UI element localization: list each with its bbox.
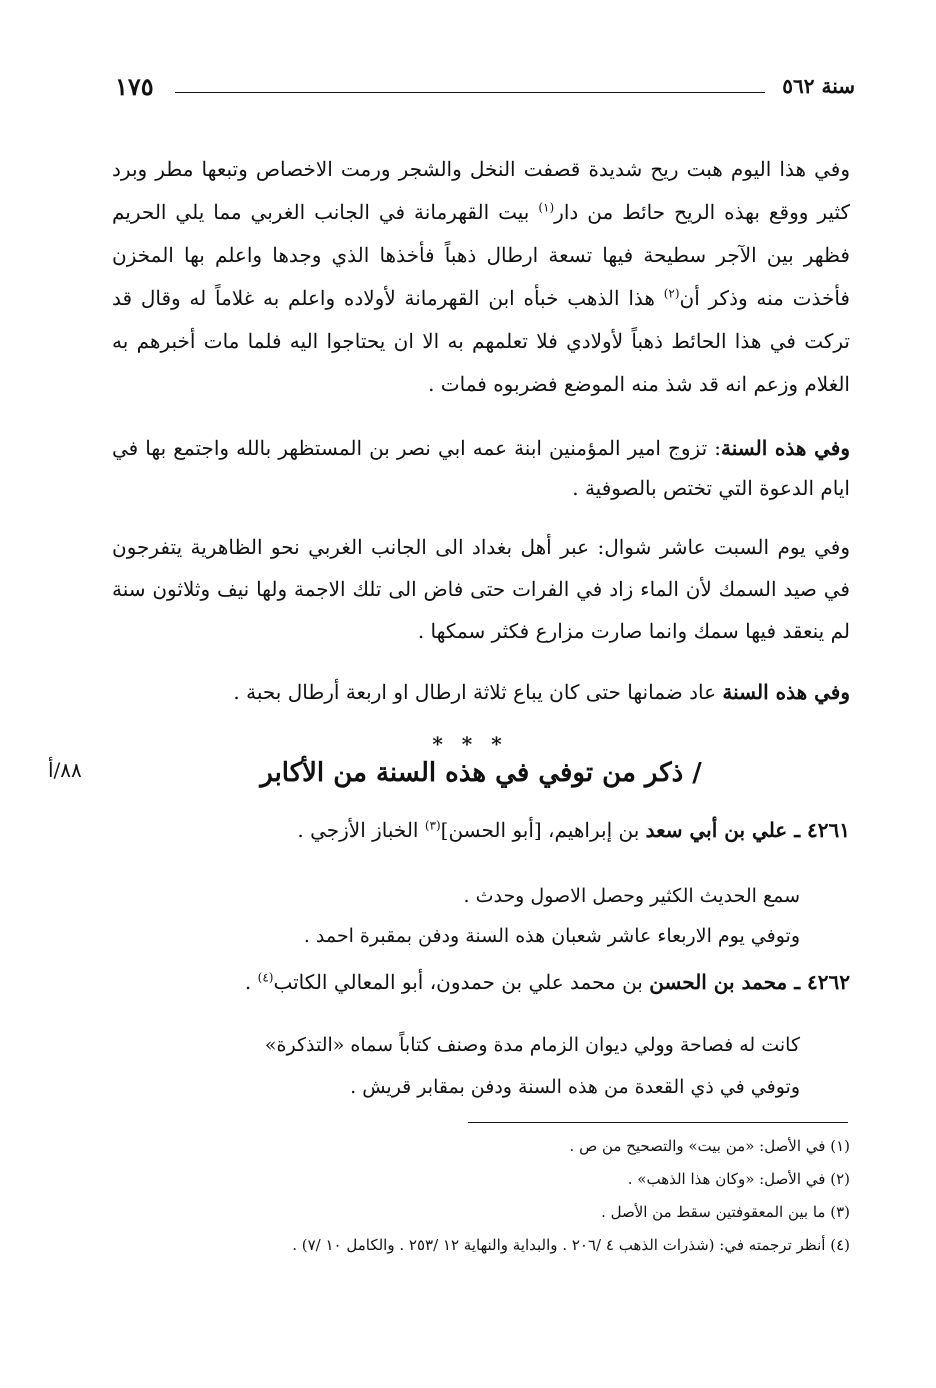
footnote-ref-1: (١) [538,200,555,215]
page-header [115,70,855,106]
footnote-ref-4: (٤) [257,970,274,985]
paragraph-guarantee-text: عاد ضمانها حتى كان يباع ثلاثة ارطال او اربعة أرطال بحبة . [233,680,723,704]
paragraph-storm-part1: وفي هذا اليوم هبت ريح شديدة قصفت النخل والشجر ورمت الاخصاص وتبعها مطر وبرد كثير ووقع بهذه الريح حائط من دار [112,157,850,224]
biography-text-4262 [112,1024,800,1108]
paragraph-storm [112,148,850,406]
entry-nisba: . [244,970,258,994]
paragraph-storm-part3: هذا الذهب خبأه ابن القهرمانة لأولاده واعلم به غلاماً له وقال قد تركت في هذا الحائط ذهباً لأولادي فلا تعلمهم به الا ان يحتاجوا اليه فلما مات أخبرهم به الغلام وزعم انه قد شذ منه الموضع فضربوه فمات . [112,286,850,396]
running-head-year: سنة ٥٦٢ [782,74,855,98]
paragraph-storm-part2: بيت القهرمانة في الجانب الغربي مما يلي الحريم فظهر بين الآجر سطيحة فيها تسعة ارطال ذهباً فأخذها الذي وجدها واعلم بها المخزن فأخذت منه وذكر أن [112,200,850,310]
entry-line: كانت له فصاحة وولي ديوان الزمام مدة وصنف كتاباً سماه «التذكرة» [264,1034,800,1056]
paragraph-guarantee-lead: وفي هذه السنة [722,680,850,704]
footnotes [112,1130,850,1262]
footnote-rule [468,1122,848,1123]
margin-folio-note: ٨٨/أ [48,758,82,782]
footnote-1: (١) في الأصل: «من بيت» والتصحيح من ص . [569,1137,850,1155]
footnote-4: (٤) أنظر ترجمته في: (شذرات الذهب ٤ /٢٠٦ . والبداية والنهاية ١٢ /٢٥٣ . والكامل ١٠ /٧) . [292,1236,850,1254]
footnote-3: (٣) ما بين المعقوفتين سقط من الأصل . [601,1203,850,1221]
entry-name: ٤٢٦١ ـ علي بن أبي سعد [645,818,850,842]
paragraph-guarantee [112,672,850,712]
biography-entry-4262 [112,970,850,994]
section-separator: * * * [432,732,508,756]
entry-line: سمع الحديث الكثير وحصل الاصول وحدث . [463,885,800,907]
biography-entry-4261 [112,818,850,842]
entry-line: وتوفي في ذي القعدة من هذه السنة ودفن بمقابر قريش . [350,1076,800,1098]
paragraph-marriage-lead: وفي هذه السنة [721,436,850,460]
entry-nisba: الخباز الأزجي . [297,818,425,842]
entry-lineage: بن إبراهيم، [أبو الحسن] [440,818,646,842]
section-title: / ذكر من توفي في هذه السنة من الأكابر [260,758,702,788]
entry-line: وتوفي يوم الاربعاء عاشر شعبان هذه السنة ودفن بمقبرة احمد . [303,925,800,947]
entry-lineage: بن محمد علي بن حمدون، أبو المعالي الكاتب [273,970,650,994]
paragraph-marriage-text: : تزوج امير المؤمنين ابنة عمه ابي نصر بن المستظهر بالله واجتمع بها في ايام الدعوة التي تختص بالصوفية . [112,436,850,500]
footnote-ref-3: (٣) [424,818,441,833]
footnote-2: (٢) في الأصل: «وكان هذا الذهب» . [627,1170,850,1188]
header-rule [175,92,765,93]
entry-name: ٤٢٦٢ ـ محمد بن الحسن [649,970,850,994]
page-number: ١٧٥ [115,72,154,101]
paragraph-marriage [112,428,850,508]
footnote-ref-2: (٢) [663,286,680,301]
paragraph-fishing: وفي يوم السبت عاشر شوال: عبر أهل بغداد الى الجانب الغربي نحو الظاهرية يتفرجون في صيد السمك لأن الماء زاد في الفرات حتى فاض الى تلك الاجمة ولها نيف وثلاثون سنة لم ينعقد فيها سمك وانما صارت مزارع فكثر سمكها . [112,535,850,643]
biography-text-4261 [112,876,800,956]
